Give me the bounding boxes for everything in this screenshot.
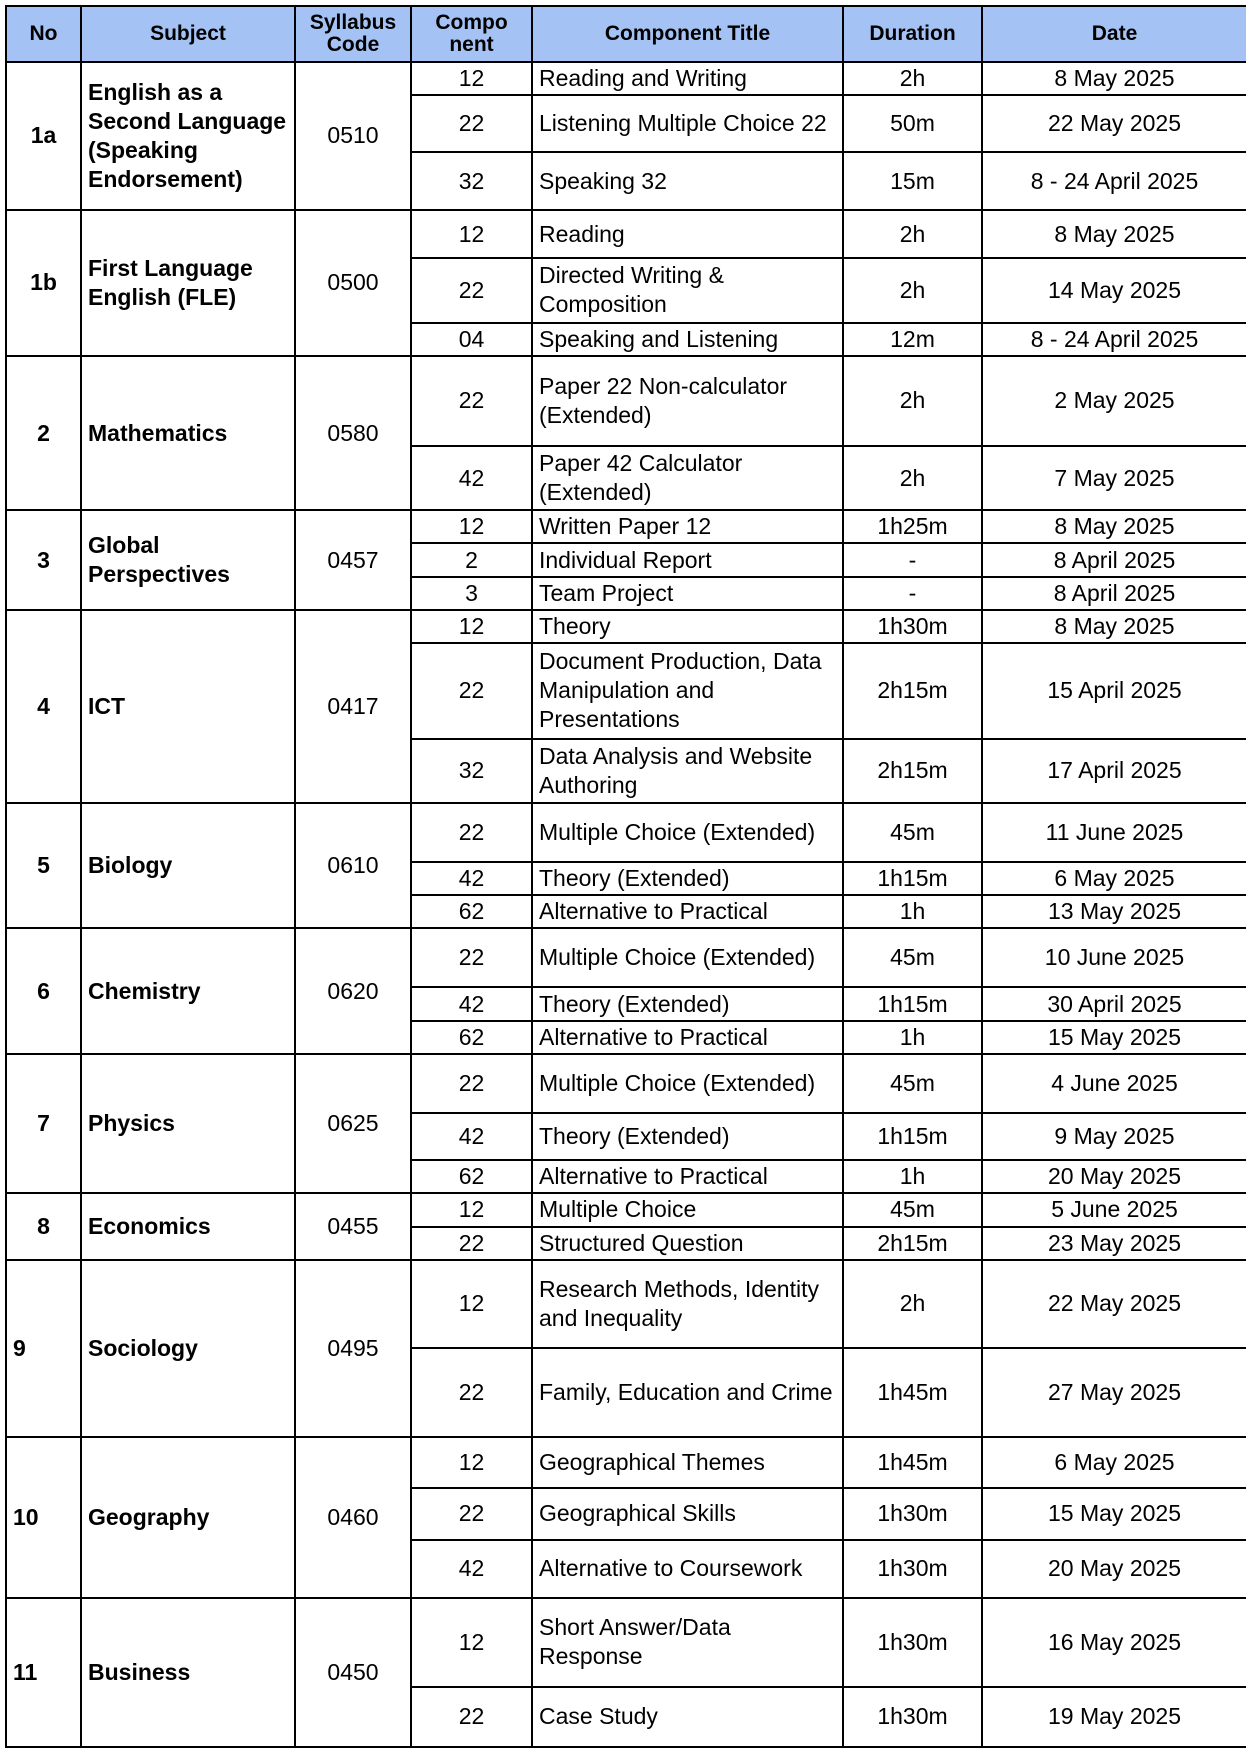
subject-name: First Language English (FLE) <box>81 210 295 356</box>
component-title: Research Methods, Identity and Inequality <box>532 1260 843 1348</box>
component-number: 42 <box>411 1540 532 1598</box>
table-row <box>6 1260 1246 1348</box>
component-title: Reading <box>532 210 843 258</box>
syllabus-code: 0450 <box>295 1598 411 1747</box>
component-date: 8 May 2025 <box>982 610 1246 643</box>
component-number: 12 <box>411 62 532 95</box>
component-date: 19 May 2025 <box>982 1687 1246 1747</box>
component-title: Multiple Choice (Extended) <box>532 1054 843 1113</box>
exam-schedule-table <box>5 5 1246 1748</box>
component-date: 8 - 24 April 2025 <box>982 152 1246 210</box>
component-title: Theory (Extended) <box>532 862 843 895</box>
subject-number: 6 <box>6 928 81 1053</box>
component-number: 12 <box>411 610 532 643</box>
syllabus-code: 0625 <box>295 1054 411 1193</box>
component-title: Speaking 32 <box>532 152 843 210</box>
table-row <box>6 1054 1246 1113</box>
subject-number: 2 <box>6 356 81 510</box>
table-row <box>6 928 1246 987</box>
component-title: Alternative to Practical <box>532 1160 843 1193</box>
exam-schedule-body <box>6 62 1246 1747</box>
syllabus-code: 0610 <box>295 803 411 928</box>
header-row <box>6 6 1246 62</box>
component-date: 20 May 2025 <box>982 1540 1246 1598</box>
component-title: Written Paper 12 <box>532 510 843 543</box>
component-duration: 1h <box>843 1160 982 1193</box>
table-row <box>6 1437 1246 1488</box>
component-title: Structured Question <box>532 1227 843 1260</box>
component-duration: 2h <box>843 62 982 95</box>
table-row <box>6 610 1246 643</box>
component-duration: 50m <box>843 95 982 152</box>
component-duration: 2h <box>843 258 982 322</box>
component-duration: 1h45m <box>843 1348 982 1437</box>
component-duration: 1h30m <box>843 1687 982 1747</box>
component-date: 8 May 2025 <box>982 210 1246 258</box>
component-title: Geographical Themes <box>532 1437 843 1488</box>
component-number: 12 <box>411 510 532 543</box>
component-number: 2 <box>411 543 532 576</box>
subject-number: 10 <box>6 1437 81 1598</box>
subject-number: 3 <box>6 510 81 610</box>
component-date: 5 June 2025 <box>982 1193 1246 1226</box>
component-duration: - <box>843 543 982 576</box>
subject-number: 7 <box>6 1054 81 1193</box>
syllabus-code: 0495 <box>295 1260 411 1437</box>
subject-name: Sociology <box>81 1260 295 1437</box>
component-title: Multiple Choice (Extended) <box>532 928 843 987</box>
component-number: 12 <box>411 1437 532 1488</box>
component-title: Data Analysis and Website Authoring <box>532 739 843 803</box>
component-date: 11 June 2025 <box>982 803 1246 862</box>
component-duration: 15m <box>843 152 982 210</box>
component-date: 22 May 2025 <box>982 1260 1246 1348</box>
component-date: 8 May 2025 <box>982 510 1246 543</box>
component-date: 8 April 2025 <box>982 577 1246 610</box>
component-duration: 2h15m <box>843 1227 982 1260</box>
component-number: 12 <box>411 1598 532 1687</box>
subject-number: 4 <box>6 610 81 803</box>
component-date: 9 May 2025 <box>982 1113 1246 1160</box>
component-title: Listening Multiple Choice 22 <box>532 95 843 152</box>
table-row <box>6 1598 1246 1687</box>
syllabus-code: 0455 <box>295 1193 411 1259</box>
component-number: 62 <box>411 1160 532 1193</box>
component-title: Paper 42 Calculator (Extended) <box>532 446 843 510</box>
subject-number: 11 <box>6 1598 81 1747</box>
component-title: Paper 22 Non-calculator (Extended) <box>532 356 843 446</box>
component-date: 8 April 2025 <box>982 543 1246 576</box>
component-number: 04 <box>411 323 532 356</box>
component-number: 32 <box>411 739 532 803</box>
component-date: 8 May 2025 <box>982 62 1246 95</box>
component-duration: 1h25m <box>843 510 982 543</box>
component-title: Family, Education and Crime <box>532 1348 843 1437</box>
component-number: 22 <box>411 1348 532 1437</box>
component-title: Speaking and Listening <box>532 323 843 356</box>
table-row <box>6 1193 1246 1226</box>
component-number: 22 <box>411 95 532 152</box>
component-title: Multiple Choice <box>532 1193 843 1226</box>
syllabus-code: 0620 <box>295 928 411 1053</box>
component-date: 4 June 2025 <box>982 1054 1246 1113</box>
component-duration: 2h <box>843 1260 982 1348</box>
component-duration: 45m <box>843 928 982 987</box>
component-duration: 45m <box>843 1054 982 1113</box>
subject-name: Physics <box>81 1054 295 1193</box>
header-subject: Subject <box>81 6 295 62</box>
component-number: 12 <box>411 1260 532 1348</box>
component-date: 8 - 24 April 2025 <box>982 323 1246 356</box>
syllabus-code: 0500 <box>295 210 411 356</box>
component-title: Theory (Extended) <box>532 987 843 1020</box>
component-number: 12 <box>411 210 532 258</box>
component-title: Short Answer/Data Response <box>532 1598 843 1687</box>
component-number: 22 <box>411 1488 532 1539</box>
component-date: 16 May 2025 <box>982 1598 1246 1687</box>
table-row <box>6 62 1246 95</box>
component-duration: 1h15m <box>843 1113 982 1160</box>
component-date: 23 May 2025 <box>982 1227 1246 1260</box>
component-number: 3 <box>411 577 532 610</box>
component-title: Multiple Choice (Extended) <box>532 803 843 862</box>
subject-name: Mathematics <box>81 356 295 510</box>
component-number: 42 <box>411 1113 532 1160</box>
component-title: Case Study <box>532 1687 843 1747</box>
component-duration: 2h <box>843 446 982 510</box>
component-duration: 1h30m <box>843 1488 982 1539</box>
component-date: 14 May 2025 <box>982 258 1246 322</box>
component-duration: 2h <box>843 210 982 258</box>
subject-name: Chemistry <box>81 928 295 1053</box>
syllabus-code: 0510 <box>295 62 411 210</box>
component-duration: 1h15m <box>843 987 982 1020</box>
subject-number: 8 <box>6 1193 81 1259</box>
component-number: 42 <box>411 446 532 510</box>
component-title: Directed Writing & Composition <box>532 258 843 322</box>
subject-number: 9 <box>6 1260 81 1437</box>
component-number: 12 <box>411 1193 532 1226</box>
component-number: 62 <box>411 1021 532 1054</box>
component-number: 42 <box>411 862 532 895</box>
component-title: Geographical Skills <box>532 1488 843 1539</box>
component-duration: 2h15m <box>843 739 982 803</box>
component-duration: 45m <box>843 1193 982 1226</box>
component-number: 22 <box>411 258 532 322</box>
component-date: 6 May 2025 <box>982 1437 1246 1488</box>
subject-number: 1a <box>6 62 81 210</box>
component-number: 22 <box>411 1687 532 1747</box>
subject-name: Geography <box>81 1437 295 1598</box>
component-duration: 1h30m <box>843 1540 982 1598</box>
component-number: 22 <box>411 1054 532 1113</box>
syllabus-code: 0457 <box>295 510 411 610</box>
component-date: 15 April 2025 <box>982 643 1246 738</box>
table-row <box>6 803 1246 862</box>
component-title: Document Production, Data Manipulation and Presentations <box>532 643 843 738</box>
component-duration: 1h45m <box>843 1437 982 1488</box>
component-duration: 12m <box>843 323 982 356</box>
component-date: 20 May 2025 <box>982 1160 1246 1193</box>
header-no: No <box>6 6 81 62</box>
component-date: 15 May 2025 <box>982 1021 1246 1054</box>
component-number: 62 <box>411 895 532 928</box>
syllabus-code: 0460 <box>295 1437 411 1598</box>
component-title: Alternative to Coursework <box>532 1540 843 1598</box>
component-duration: 1h15m <box>843 862 982 895</box>
component-date: 17 April 2025 <box>982 739 1246 803</box>
subject-name: English as a Second Language (Speaking Endorsement) <box>81 62 295 210</box>
component-date: 2 May 2025 <box>982 356 1246 446</box>
component-title: Theory <box>532 610 843 643</box>
component-duration: 45m <box>843 803 982 862</box>
component-date: 22 May 2025 <box>982 95 1246 152</box>
component-number: 22 <box>411 803 532 862</box>
component-title: Theory (Extended) <box>532 1113 843 1160</box>
component-title: Alternative to Practical <box>532 895 843 928</box>
header-syllabus-code: Syllabus Code <box>295 6 411 62</box>
component-date: 7 May 2025 <box>982 446 1246 510</box>
header-component: Compo nent <box>411 6 532 62</box>
table-row <box>6 210 1246 258</box>
subject-number: 5 <box>6 803 81 928</box>
subject-name: Business <box>81 1598 295 1747</box>
subject-name: Biology <box>81 803 295 928</box>
component-date: 27 May 2025 <box>982 1348 1246 1437</box>
component-date: 6 May 2025 <box>982 862 1246 895</box>
component-number: 42 <box>411 987 532 1020</box>
component-title: Individual Report <box>532 543 843 576</box>
component-duration: - <box>843 577 982 610</box>
component-duration: 1h30m <box>843 610 982 643</box>
component-number: 22 <box>411 1227 532 1260</box>
subject-name: Global Perspectives <box>81 510 295 610</box>
subject-name: Economics <box>81 1193 295 1259</box>
component-date: 30 April 2025 <box>982 987 1246 1020</box>
table-row <box>6 510 1246 543</box>
component-duration: 1h <box>843 895 982 928</box>
component-date: 15 May 2025 <box>982 1488 1246 1539</box>
component-number: 22 <box>411 356 532 446</box>
table-row <box>6 356 1246 446</box>
component-date: 13 May 2025 <box>982 895 1246 928</box>
component-duration: 2h15m <box>843 643 982 738</box>
component-number: 22 <box>411 928 532 987</box>
header-date: Date <box>982 6 1246 62</box>
subject-number: 1b <box>6 210 81 356</box>
component-title: Reading and Writing <box>532 62 843 95</box>
component-duration: 1h <box>843 1021 982 1054</box>
component-date: 10 June 2025 <box>982 928 1246 987</box>
component-title: Team Project <box>532 577 843 610</box>
component-number: 22 <box>411 643 532 738</box>
component-number: 32 <box>411 152 532 210</box>
subject-name: ICT <box>81 610 295 803</box>
component-duration: 2h <box>843 356 982 446</box>
syllabus-code: 0417 <box>295 610 411 803</box>
component-title: Alternative to Practical <box>532 1021 843 1054</box>
header-component-title: Component Title <box>532 6 843 62</box>
component-duration: 1h30m <box>843 1598 982 1687</box>
header-duration: Duration <box>843 6 982 62</box>
syllabus-code: 0580 <box>295 356 411 510</box>
